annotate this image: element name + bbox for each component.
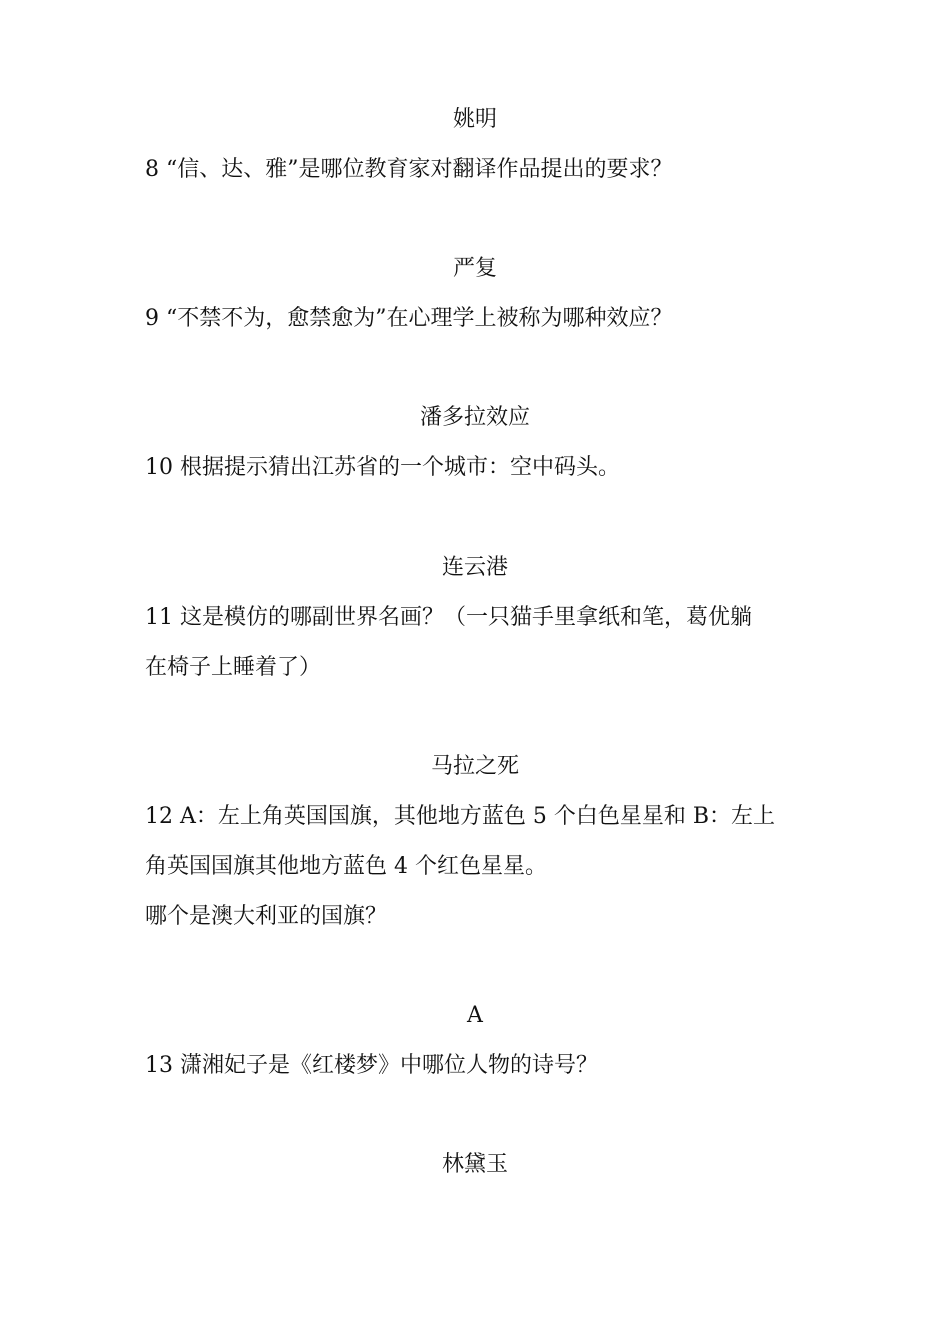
question-11-line-1: 11 这是模仿的哪副世界名画？（一只猫手里拿纸和笔，葛优躺 [145, 605, 752, 630]
answer-12-text: A [467, 1003, 483, 1028]
question-9-text: 9 “不禁不为，愈禁愈为”在心理学上被称为哪种效应？ [145, 306, 673, 331]
question-12-line-3: 哪个是澳大利亚的国旗？ [145, 904, 388, 929]
question-12-line-1: 12 A：左上角英国国旗，其他地方蓝色 5 个白色星星和 B：左上 [145, 804, 776, 829]
answer-8-text: 严复 [452, 256, 497, 281]
question-8-text: 8 “信、达、雅”是哪位教育家对翻译作品提出的要求？ [145, 157, 673, 182]
question-11-line-2: 在椅子上睡着了） [145, 655, 322, 680]
question-10-text: 10 根据提示猜出江苏省的一个城市：空中码头。 [145, 455, 620, 480]
question-12-line-2: 角英国国旗其他地方蓝色 4 个红色星星。 [145, 854, 547, 879]
answer-text: 姚明 [452, 107, 497, 132]
answer-9-text: 潘多拉效应 [419, 405, 530, 430]
answer-11-text: 马拉之死 [430, 754, 519, 779]
question-13-text: 13 潇湘妃子是《红楼梦》中哪位人物的诗号？ [145, 1053, 598, 1078]
answer-10-text: 连云港 [441, 555, 508, 580]
answer-13-text: 林黛玉 [441, 1152, 508, 1177]
